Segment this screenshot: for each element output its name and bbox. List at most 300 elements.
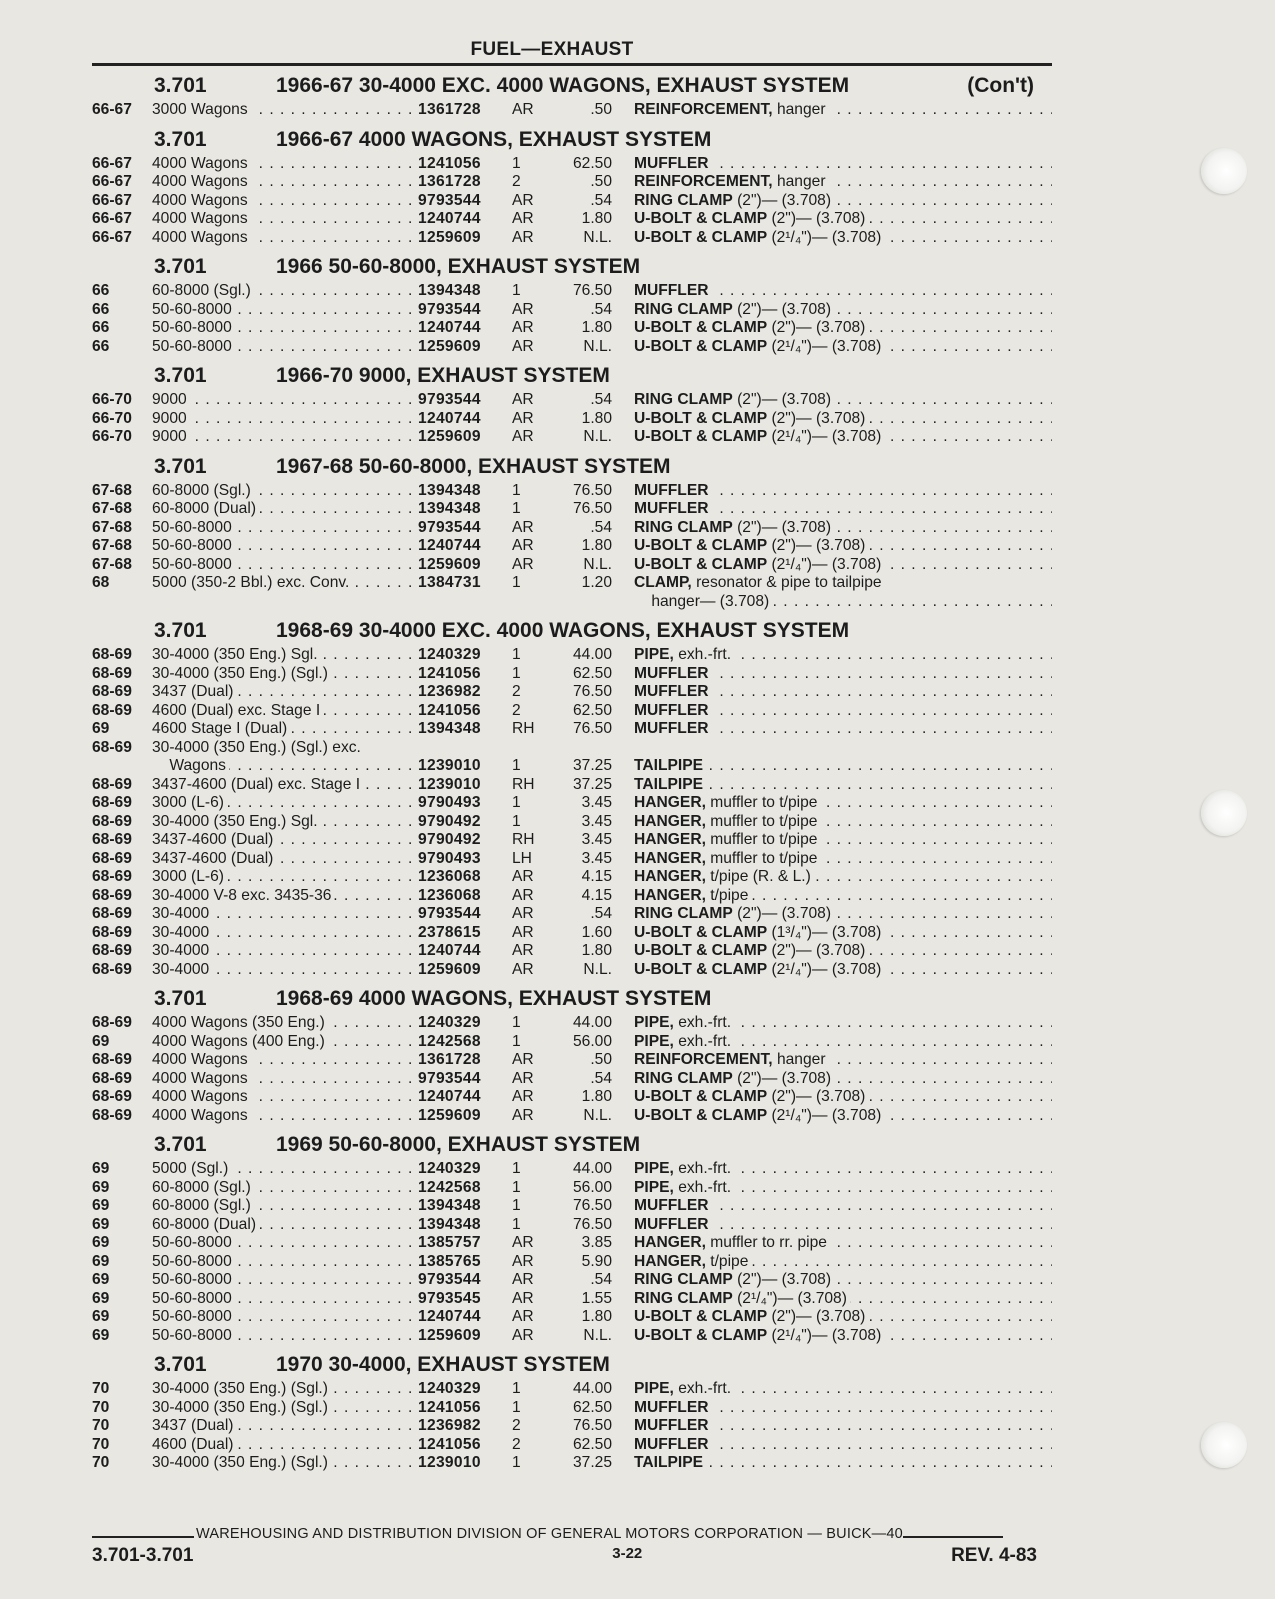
part-number: 1240329 <box>418 1160 481 1177</box>
section-number: 3.701 <box>154 987 207 1010</box>
application <box>152 210 418 229</box>
quantity: 1 <box>512 1014 521 1031</box>
part-number: 1236068 <box>418 868 481 885</box>
price: N.L. <box>583 555 612 573</box>
description-name: U-BOLT & CLAMP <box>634 1088 768 1105</box>
description-text <box>634 1253 751 1270</box>
description-name: MUFFLER <box>634 1197 709 1214</box>
parts-row <box>92 757 1052 776</box>
application-text: 4000 Wagons <box>152 1088 251 1105</box>
application-text: 30-4000 (350 Eng.) (Sgl.) exc. <box>152 739 364 756</box>
application-text: 3000 Wagons <box>152 101 251 118</box>
quantity: AR <box>512 942 534 959</box>
part-number: 1240744 <box>418 319 481 336</box>
parts-row <box>92 1070 1052 1089</box>
quantity: AR <box>512 1252 534 1270</box>
description-text <box>634 1107 884 1124</box>
footer-range: 3.701-3.701 <box>92 1545 194 1566</box>
application-text: 50-60-8000 <box>152 537 235 554</box>
quantity: LH <box>512 849 532 867</box>
section-title: 1966-70 9000, EXHAUST SYSTEM <box>276 364 610 387</box>
price: .50 <box>590 173 612 190</box>
application-text: 30-4000 <box>152 905 212 922</box>
description-detail: muffler to t/pipe <box>705 831 818 848</box>
parts-row <box>92 301 1052 320</box>
description-text <box>634 1308 868 1325</box>
description <box>634 482 1052 501</box>
model-year: 66-67 <box>92 228 132 246</box>
application <box>152 757 418 776</box>
quantity: 1 <box>512 757 521 774</box>
description-name: MUFFLER <box>634 282 709 299</box>
description-text <box>634 519 834 536</box>
parts-row <box>92 665 1052 684</box>
description-detail: (2¹/₄")— (3.708) <box>767 960 882 978</box>
description-text <box>634 905 834 922</box>
part-number: 9793544 <box>418 1271 481 1288</box>
footer-rule-left <box>92 1524 194 1538</box>
part-number: 1242568 <box>418 1178 481 1196</box>
description-name: REINFORCEMENT, <box>634 101 773 118</box>
description <box>634 1454 1052 1473</box>
application <box>152 1308 418 1327</box>
model-year: 68-69 <box>92 738 132 756</box>
part-number: 1236982 <box>418 1417 481 1434</box>
description-text <box>634 720 712 737</box>
price: 3.45 <box>581 849 612 867</box>
application-text: 50-60-8000 <box>152 1271 235 1288</box>
section-heading <box>92 361 1052 391</box>
application <box>152 1380 418 1399</box>
description-name: REINFORCEMENT, <box>634 1051 773 1068</box>
price: 62.50 <box>572 1398 612 1416</box>
parts-row <box>92 887 1052 906</box>
application <box>152 556 418 575</box>
part-number: 1361728 <box>418 1051 481 1068</box>
model-year: 68-69 <box>92 831 132 848</box>
application-text: 4000 Wagons <box>152 1107 251 1124</box>
description-detail: t/pipe <box>705 886 749 904</box>
description-detail: (2")— (3.708) <box>767 319 866 336</box>
description-detail: (2")— (3.708) <box>732 391 832 408</box>
description-text <box>634 813 820 830</box>
part-number: 1240744 <box>418 1308 481 1325</box>
description-name: PIPE, <box>634 1160 674 1177</box>
part-number: 1259609 <box>418 555 481 573</box>
price: 1.60 <box>581 923 612 941</box>
footer-bottom <box>92 1545 1037 1567</box>
part-number: 1394348 <box>418 282 481 299</box>
description-text <box>634 1417 712 1434</box>
parts-row <box>92 868 1052 887</box>
quantity: AR <box>512 1234 534 1251</box>
price: 76.50 <box>572 683 612 700</box>
quantity: AR <box>512 191 534 209</box>
model-year: 66-67 <box>92 210 132 227</box>
application <box>152 101 418 120</box>
part-number: 1240329 <box>418 1014 481 1031</box>
description <box>634 720 1052 739</box>
application <box>152 665 418 684</box>
part-number: 9790492 <box>418 812 481 830</box>
description-text <box>634 229 884 246</box>
application-text: 4000 Wagons (350 Eng.) <box>152 1014 328 1031</box>
section-heading <box>92 984 1052 1014</box>
description-text <box>634 173 829 190</box>
description <box>634 646 1052 665</box>
description-name: U-BOLT & CLAMP <box>634 210 768 227</box>
quantity: AR <box>512 391 534 408</box>
application <box>152 192 418 211</box>
quantity: AR <box>512 409 534 427</box>
part-number: 1240744 <box>418 942 481 959</box>
description-text <box>634 794 820 811</box>
description-text <box>634 1234 830 1251</box>
part-number: 1240744 <box>418 537 481 554</box>
price: .54 <box>590 391 612 408</box>
parts-row <box>92 173 1052 192</box>
description <box>634 155 1052 174</box>
description <box>634 519 1052 538</box>
quantity: AR <box>512 228 534 246</box>
price: N.L. <box>583 428 612 445</box>
description-name: U-BOLT & CLAMP <box>634 1106 768 1124</box>
description-name: RING CLAMP <box>634 1271 733 1288</box>
parts-row <box>92 1308 1052 1327</box>
application-text: Wagons <box>152 757 229 774</box>
description <box>634 1070 1052 1089</box>
quantity: AR <box>512 319 534 336</box>
description-text <box>634 210 868 227</box>
section-heading <box>92 452 1052 482</box>
parts-row <box>92 192 1052 211</box>
footer-rule-right <box>903 1524 1003 1538</box>
part-number: 1240329 <box>418 646 481 663</box>
price: N.L. <box>583 228 612 246</box>
parts-row <box>92 813 1052 832</box>
application <box>152 924 418 943</box>
section-heading <box>92 1350 1052 1380</box>
parts-row <box>92 391 1052 410</box>
application-text: 60-8000 (Sgl.) <box>152 1179 254 1196</box>
application <box>152 887 418 906</box>
description-text <box>634 665 712 682</box>
model-year: 68-69 <box>92 701 132 719</box>
description-name: RING CLAMP <box>634 905 733 922</box>
parts-row <box>92 1216 1052 1235</box>
application-text: 4600 (Dual) exc. Stage I <box>152 702 323 719</box>
application-text: 3437 (Dual) <box>152 1417 236 1434</box>
part-number: 1241056 <box>418 1435 481 1453</box>
parts-row <box>92 1033 1052 1052</box>
parts-row <box>92 1179 1052 1198</box>
description-text <box>634 646 734 663</box>
quantity: AR <box>512 886 534 904</box>
application-text: 30-4000 (350 Eng.) (Sgl.) <box>152 1454 331 1471</box>
description <box>634 1033 1052 1052</box>
price: 76.50 <box>572 282 612 299</box>
application-text: 30-4000 <box>152 961 212 978</box>
parts-row <box>92 942 1052 961</box>
application-text: 50-60-8000 <box>152 338 235 355</box>
description-detail: (2¹/₄")— (3.708) <box>767 1106 882 1124</box>
application-text: 30-4000 (350 Eng.) (Sgl.) <box>152 1399 331 1416</box>
description-name: U-BOLT & CLAMP <box>634 409 768 427</box>
application <box>152 282 418 301</box>
part-number: 1242568 <box>418 1032 481 1050</box>
price: 1.80 <box>581 1308 612 1325</box>
description <box>634 887 1052 906</box>
model-year: 70 <box>92 1398 110 1416</box>
continued-label: (Con't) <box>967 74 1034 97</box>
quantity: 1 <box>512 794 521 811</box>
quantity: RH <box>512 720 535 737</box>
description-name: HANGER, <box>634 1234 706 1251</box>
description <box>634 556 1052 575</box>
model-year: 67-68 <box>92 481 132 499</box>
description <box>634 192 1052 211</box>
price: 44.00 <box>572 646 612 663</box>
description-text <box>634 428 884 445</box>
model-year: 66-70 <box>92 409 132 427</box>
description-text <box>634 924 884 941</box>
application <box>152 319 418 338</box>
model-year: 66 <box>92 319 110 336</box>
description-name: U-BOLT & CLAMP <box>634 942 768 959</box>
model-year: 68-69 <box>92 905 132 922</box>
part-number: 1361728 <box>418 101 481 118</box>
model-year: 68-69 <box>92 683 132 700</box>
page-number: 3-22 <box>612 1545 643 1562</box>
price: 1.80 <box>581 409 612 427</box>
parts-row <box>92 831 1052 850</box>
parts-row <box>92 1454 1052 1473</box>
description-text <box>634 391 834 408</box>
section-number: 3.701 <box>154 364 207 387</box>
application <box>152 702 418 721</box>
application <box>152 1107 418 1126</box>
application-text: 30-4000 <box>152 942 212 959</box>
application-text: 5000 (350-2 Bbl.) exc. Conv. <box>152 574 352 591</box>
model-year: 67-68 <box>92 500 132 517</box>
model-year: 69 <box>92 1326 110 1344</box>
section-number: 3.701 <box>154 1353 207 1376</box>
description <box>634 665 1052 684</box>
quantity: RH <box>512 775 535 793</box>
description <box>634 391 1052 410</box>
section-heading <box>92 616 1052 646</box>
application-text: 4000 Wagons <box>152 1070 251 1087</box>
quantity: AR <box>512 428 534 445</box>
description-name: PIPE, <box>634 1032 674 1050</box>
application <box>152 173 418 192</box>
part-number: 1394348 <box>418 1215 481 1233</box>
quantity: 1 <box>512 154 521 172</box>
description-name: U-BOLT & CLAMP <box>634 1308 768 1325</box>
description-detail: (2")— (3.708) <box>732 1271 832 1288</box>
parts-row <box>92 776 1052 795</box>
section-title: 1969 50-60-8000, EXHAUST SYSTEM <box>276 1133 641 1156</box>
quantity: 1 <box>512 1454 521 1471</box>
description-text <box>634 1436 712 1453</box>
price: 37.25 <box>572 775 612 793</box>
model-year: 67-68 <box>92 537 132 554</box>
description-detail: hanger <box>772 1051 826 1068</box>
description-text <box>634 776 706 793</box>
application <box>152 391 418 410</box>
quantity: AR <box>512 555 534 573</box>
description-detail: muffler to t/pipe <box>705 812 818 830</box>
application-text: 50-60-8000 <box>152 1308 235 1325</box>
description <box>634 1436 1052 1455</box>
model-year: 69 <box>92 1252 110 1270</box>
part-number: 1394348 <box>418 500 481 517</box>
description-name: HANGER, <box>634 849 706 867</box>
description-detail: exh.-frt. <box>673 646 732 663</box>
parts-row <box>92 961 1052 980</box>
description <box>634 500 1052 519</box>
quantity: 2 <box>512 173 521 190</box>
price: 76.50 <box>572 1417 612 1434</box>
description <box>634 410 1052 429</box>
parts-row <box>92 556 1052 575</box>
price: 37.25 <box>572 1454 612 1471</box>
part-number: 9793544 <box>418 1069 481 1087</box>
model-year: 68-69 <box>92 1069 132 1087</box>
description <box>634 1327 1052 1346</box>
part-number: 1241056 <box>418 701 481 719</box>
price: 1.80 <box>581 942 612 959</box>
description-name: PIPE, <box>634 1380 674 1397</box>
description <box>634 757 1052 776</box>
application-text: 50-60-8000 <box>152 1253 235 1270</box>
description-detail: muffler to rr. pipe <box>705 1234 827 1251</box>
section-title: 1966 50-60-8000, EXHAUST SYSTEM <box>276 255 641 278</box>
description <box>634 924 1052 943</box>
section-heading <box>92 1130 1052 1160</box>
parts-row <box>92 1380 1052 1399</box>
application <box>152 1417 418 1436</box>
part-number: 1394348 <box>418 481 481 499</box>
model-year: 69 <box>92 1308 110 1325</box>
application-text: 50-60-8000 <box>152 1327 235 1344</box>
application-text: 60-8000 (Sgl.) <box>152 482 254 499</box>
description-detail: (2")— (3.708) <box>767 210 866 227</box>
price: .54 <box>590 300 612 318</box>
parts-row <box>92 319 1052 338</box>
description-name: TAILPIPE <box>634 757 704 774</box>
part-number: 1384731 <box>418 574 481 591</box>
parts-row <box>92 646 1052 665</box>
description-name: MUFFLER <box>634 1215 709 1233</box>
description-text <box>634 1070 834 1087</box>
model-year: 69 <box>92 1197 110 1214</box>
description <box>634 1107 1052 1126</box>
application-text: 60-8000 (Sgl.) <box>152 1197 254 1214</box>
description <box>634 813 1052 832</box>
application <box>152 720 418 739</box>
quantity: AR <box>512 210 534 227</box>
description <box>634 868 1052 887</box>
description-detail: hanger <box>772 173 826 190</box>
description-detail: resonator & pipe to tailpipe <box>691 574 882 591</box>
description-name: RING CLAMP <box>634 518 733 536</box>
model-year: 68-69 <box>92 646 132 663</box>
description-text <box>634 868 814 885</box>
parts-row <box>92 1271 1052 1290</box>
description-name: TAILPIPE <box>634 1454 704 1471</box>
price: 56.00 <box>572 1032 612 1050</box>
description-text <box>634 1051 829 1068</box>
application <box>152 868 418 887</box>
application-text: 4000 Wagons <box>152 1051 251 1068</box>
description <box>634 1160 1052 1179</box>
description-text <box>634 301 834 318</box>
description-name: U-BOLT & CLAMP <box>634 428 768 445</box>
quantity: AR <box>512 1088 534 1105</box>
description-text <box>634 338 884 355</box>
description-name: MUFFLER <box>634 481 709 499</box>
description <box>634 428 1052 447</box>
model-year: 69 <box>92 1234 110 1251</box>
quantity: AR <box>512 1051 534 1068</box>
quantity: AR <box>512 905 534 922</box>
description <box>634 101 1052 120</box>
description-name: RING CLAMP <box>634 391 733 408</box>
quantity: AR <box>512 1308 534 1325</box>
price: 3.45 <box>581 794 612 811</box>
description-name: PIPE, <box>634 1014 674 1031</box>
application-text: 50-60-8000 <box>152 1290 235 1307</box>
application <box>152 646 418 665</box>
description-name: U-BOLT & CLAMP <box>634 1326 768 1344</box>
description-text <box>634 1160 734 1177</box>
description-name: PIPE, <box>634 646 674 663</box>
application-text: 4000 Wagons <box>152 173 251 190</box>
description-text <box>634 155 712 172</box>
parts-row <box>92 338 1052 357</box>
description <box>634 683 1052 702</box>
description-detail: (2")— (3.708) <box>767 409 866 427</box>
application <box>152 574 418 593</box>
description-name: CLAMP, <box>634 574 692 591</box>
description <box>634 319 1052 338</box>
description-name: HANGER, <box>634 794 706 811</box>
description-name: MUFFLER <box>634 720 709 737</box>
parts-row <box>92 1417 1052 1436</box>
price: 62.50 <box>572 701 612 719</box>
section-title: 1966-67 4000 WAGONS, EXHAUST SYSTEM <box>276 127 712 151</box>
parts-row <box>92 1197 1052 1216</box>
application-text: 4000 Wagons <box>152 229 251 246</box>
part-number: 1361728 <box>418 173 481 190</box>
application <box>152 1070 418 1089</box>
description-name: MUFFLER <box>634 1435 709 1453</box>
application-text: 9000 <box>152 391 190 408</box>
description-detail: exh.-frt. <box>673 1178 732 1196</box>
parts-row <box>92 794 1052 813</box>
description <box>634 942 1052 961</box>
parts-row <box>92 500 1052 519</box>
price: 76.50 <box>572 481 612 499</box>
section-number: 3.701 <box>154 127 207 151</box>
description <box>634 1197 1052 1216</box>
description-detail: exh.-frt. <box>673 1160 732 1177</box>
application-text: 60-8000 (Dual) <box>152 500 259 517</box>
model-year: 66-70 <box>92 391 132 408</box>
description <box>634 776 1052 795</box>
punch-hole-middle <box>1201 790 1247 836</box>
